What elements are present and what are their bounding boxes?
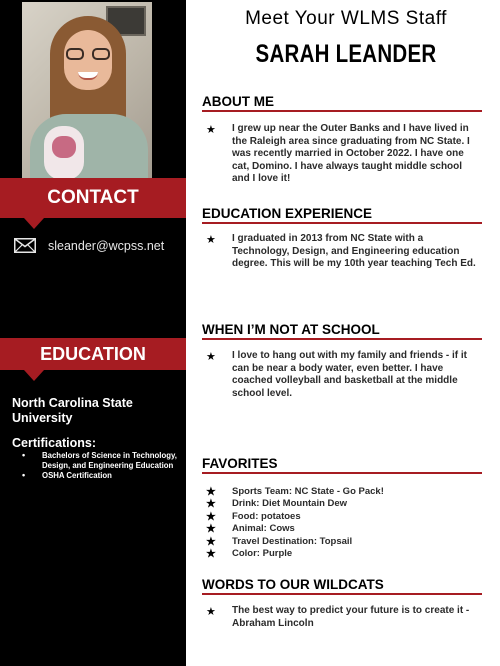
star-icon: ★ [206,523,216,536]
certifications-list [20,451,180,482]
star-icon: ★ [206,548,216,561]
list-item: ★ Travel Destination: Topsail [206,535,353,548]
certification-item: • OSHA Certification [20,471,180,481]
about-item [206,123,482,186]
email-link[interactable]: sleander@wcpss.net [48,239,165,253]
contact-heading: CONTACT [47,187,139,208]
education-experience-heading: EDUCATION EXPERIENCE [202,206,482,224]
certification-item: • Bachelors of Science in Technology, Design, and Engineering Education [20,451,180,470]
university-name: North Carolina State University [12,396,133,425]
quote-text: The best way to predict your future is to create it - Abraham Lincoln [232,605,470,629]
education-experience-item [206,233,482,271]
about-heading: ABOUT ME [202,94,482,112]
not-at-school-heading: WHEN I’M NOT AT SCHOOL [202,322,482,340]
education-heading: EDUCATION [40,344,146,364]
education-banner [0,338,186,370]
page-headline: Meet Your WLMS Staff [245,8,447,29]
not-at-school-item [206,350,482,400]
email-contact[interactable] [10,234,186,258]
star-icon: ★ [206,606,216,618]
list-item: ★ Drink: Diet Mountain Dew [206,498,348,511]
words-heading: WORDS TO OUR WILDCATS [202,577,482,595]
list-item: ★ Sports Team: NC State - Go Pack! [206,486,384,498]
star-icon: ★ [206,535,216,548]
star-icon: ★ [206,234,216,246]
about-text: I grew up near the Outer Banks and I have lived in the Raleigh area since graduating from NC State. I was recently married in October 2022. I have one cat, Domino. I have always taught middle school and I love it! [232,123,470,184]
list-item: ★ Animal: Cows [206,523,295,536]
contact-banner [0,178,186,218]
not-at-school-text: I love to hang out with my family and friends - if it can be near a body water, even better. I have coached volleyball and basketball at the middle school level. [232,350,468,399]
staff-name: SARAH LEANDER [255,40,437,68]
list-item: ★ Food: potatoes [206,510,301,523]
envelope-icon [14,238,36,253]
sidebar [0,0,186,666]
star-icon: ★ [206,510,216,523]
list-item: ★ Color: Purple [206,548,293,561]
favorites-list [206,486,482,560]
profile-photo [22,2,152,178]
certifications-title: Certifications: [12,436,97,450]
star-icon: ★ [206,351,216,363]
education-experience-text: I graduated in 2013 from NC State with a Technology, Design, and Engineering education degree. This will be my 10th year teaching Tech Ed. [232,233,476,269]
star-icon: ★ [206,486,216,498]
favorites-heading: FAVORITES [202,456,482,474]
star-icon: ★ [206,498,216,511]
words-item [206,605,482,630]
star-icon: ★ [206,124,216,136]
